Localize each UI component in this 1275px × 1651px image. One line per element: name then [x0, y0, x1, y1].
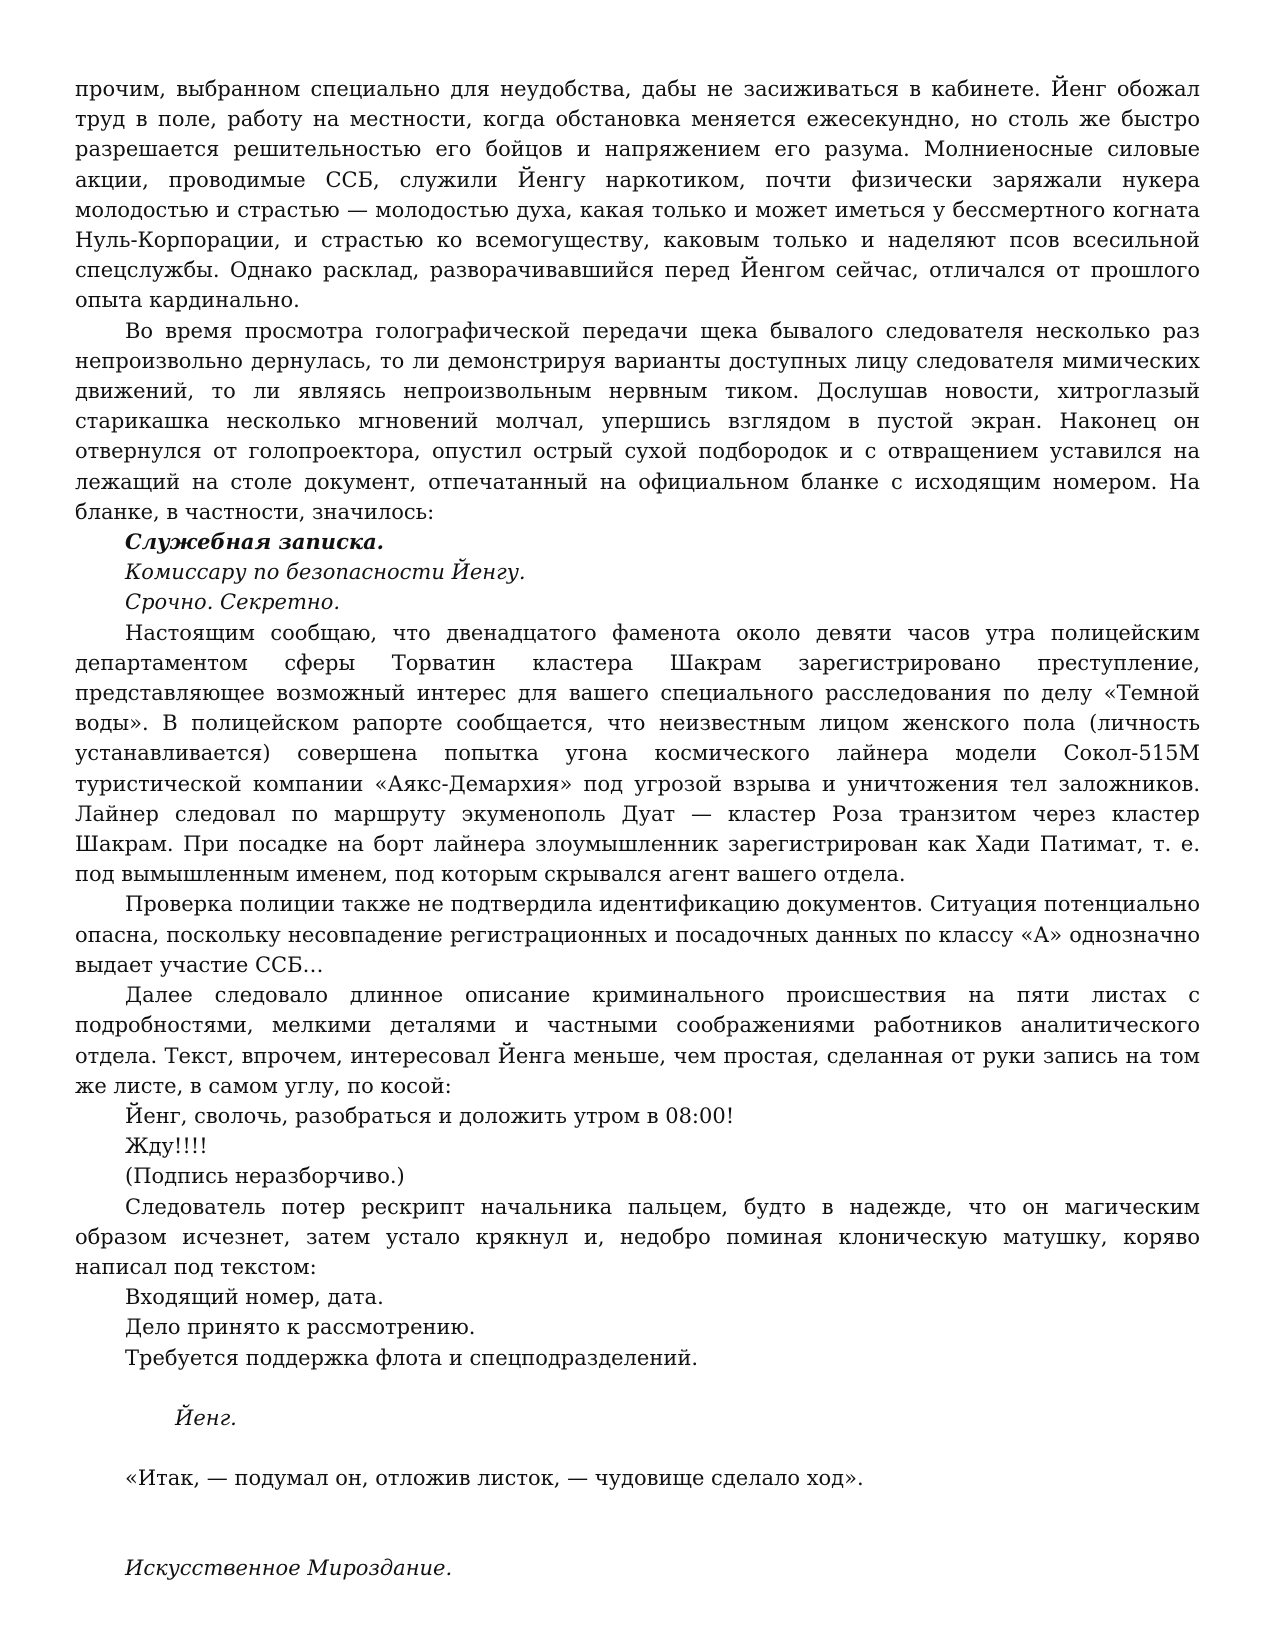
spacer — [75, 1373, 1200, 1403]
paragraph-3: Настоящим сообщаю, что двенадцатого фаменота около девяти часов утра полицейским департаментом сферы Торватин кластера Шакрам зарегистрировано преступление, представляющее возможный интерес для вашего специального расследования по делу «Темной воды». В полицейском рапорте сообщается, что неизвестным лицом женского пола (личность устанавливается) совершена попытка угона космического лайнера модели Сокол-515М туристической компании «Аякс-Демархия» под угрозой взрыва и уничтожения тел заложников. Лайнер следовал по маршруту экуменополь Дуат — кластер Роза транзитом через кластер Шакрам. При посадке на борт лайнера злоумышленник зарегистрирован как Хади Патимат, т. е. под вымышленным именем, под которым скрывался агент вашего отдела. — [75, 620, 1200, 887]
paragraph-6: Следователь потер рескрипт начальника пальцем, будто в надежде, что он магическим образом исчезнет, затем устало крякнул и, недобро поминая клоническую матушку, коряво написал под текстом: — [75, 1194, 1200, 1279]
paragraph-2: Во время просмотра голографической передачи щека бывалого следователя несколько раз непроизвольно дернулась, то ли демонстрируя варианты доступных лицу следователя мимических движений, то ли являясь непроизвольным нервным тиком. Дослушав новости, хитроглазый старикашка несколько мгновений молчал, упершись взглядом в пустой экран. Наконец он отвернулся от голопроектора, опустил острый сухой подбородок и с отвращением уставился на лежащий на столе документ, отпечатанный на официальном бланке с исходящим номером. На бланке, в частности, значилось: — [75, 318, 1200, 524]
closing-quote: «Итак, — подумал он, отложив листок, — чудовище сделало ход». — [125, 1465, 864, 1490]
section-title: Искусственное Мироздание. — [125, 1556, 453, 1581]
paragraph-1: прочим, выбранном специально для неудобства, дабы не засиживаться в кабинете. Йенг обожал труд в поле, работу на местности, когда обстановка меняется ежесекундно, но столь же быстро разрешается решительностью его бойцов и напряжением его разума. Молниеносные силовые акции, проводимые ССБ, служили Йенгу наркотиком, почти физически заряжали нукера молодостью и страстью — молодостью духа, какая только и может иметься у бессмертного когната Нуль-Корпорации, и страстью ко всемогуществу, каковым только и наделяют псов всесильной спецслужбы. Однако расклад, разворачивавшийся перед Йенгом сейчас, отличался от прошлого опыта кардинально. — [75, 77, 1200, 313]
signature: Йенг. — [175, 1405, 237, 1430]
handwritten-note-line-1: Йенг, сволочь, разобраться и доложить утром в 08:00! — [125, 1103, 735, 1128]
paragraph-4: Проверка полиции также не подтвердила идентификацию документов. Ситуация потенциально опасна, поскольку несовпадение регистрационных и посадочных данных по классу «А» однозначно выдает участие ССБ… — [75, 892, 1200, 977]
reply-line-3: Требуется поддержка флота и спецподразделений. — [125, 1345, 698, 1370]
memo-priority: Срочно. Секретно. — [125, 590, 341, 615]
handwritten-note-line-3: (Подпись неразборчиво.) — [125, 1164, 405, 1189]
paragraph-5: Далее следовало длинное описание криминального происшествия на пяти листах с подробностями, мелкими деталями и частными соображениями работников аналитического отдела. Текст, впрочем, интересовал Йенга меньше, чем простая, сделанная от руки запись на том же листе, в самом углу, по косой: — [75, 983, 1200, 1098]
reply-line-2: Дело принято к рассмотрению. — [125, 1315, 476, 1340]
handwritten-note-line-2: Жду!!!! — [125, 1134, 208, 1159]
reply-line-1: Входящий номер, дата. — [125, 1285, 384, 1310]
document-page — [75, 74, 1200, 1583]
memo-recipient: Комиссару по безопасности Йенгу. — [125, 560, 526, 585]
spacer — [75, 1433, 1200, 1463]
memo-title: Служебная записка. — [125, 529, 384, 555]
spacer — [75, 1493, 1200, 1553]
